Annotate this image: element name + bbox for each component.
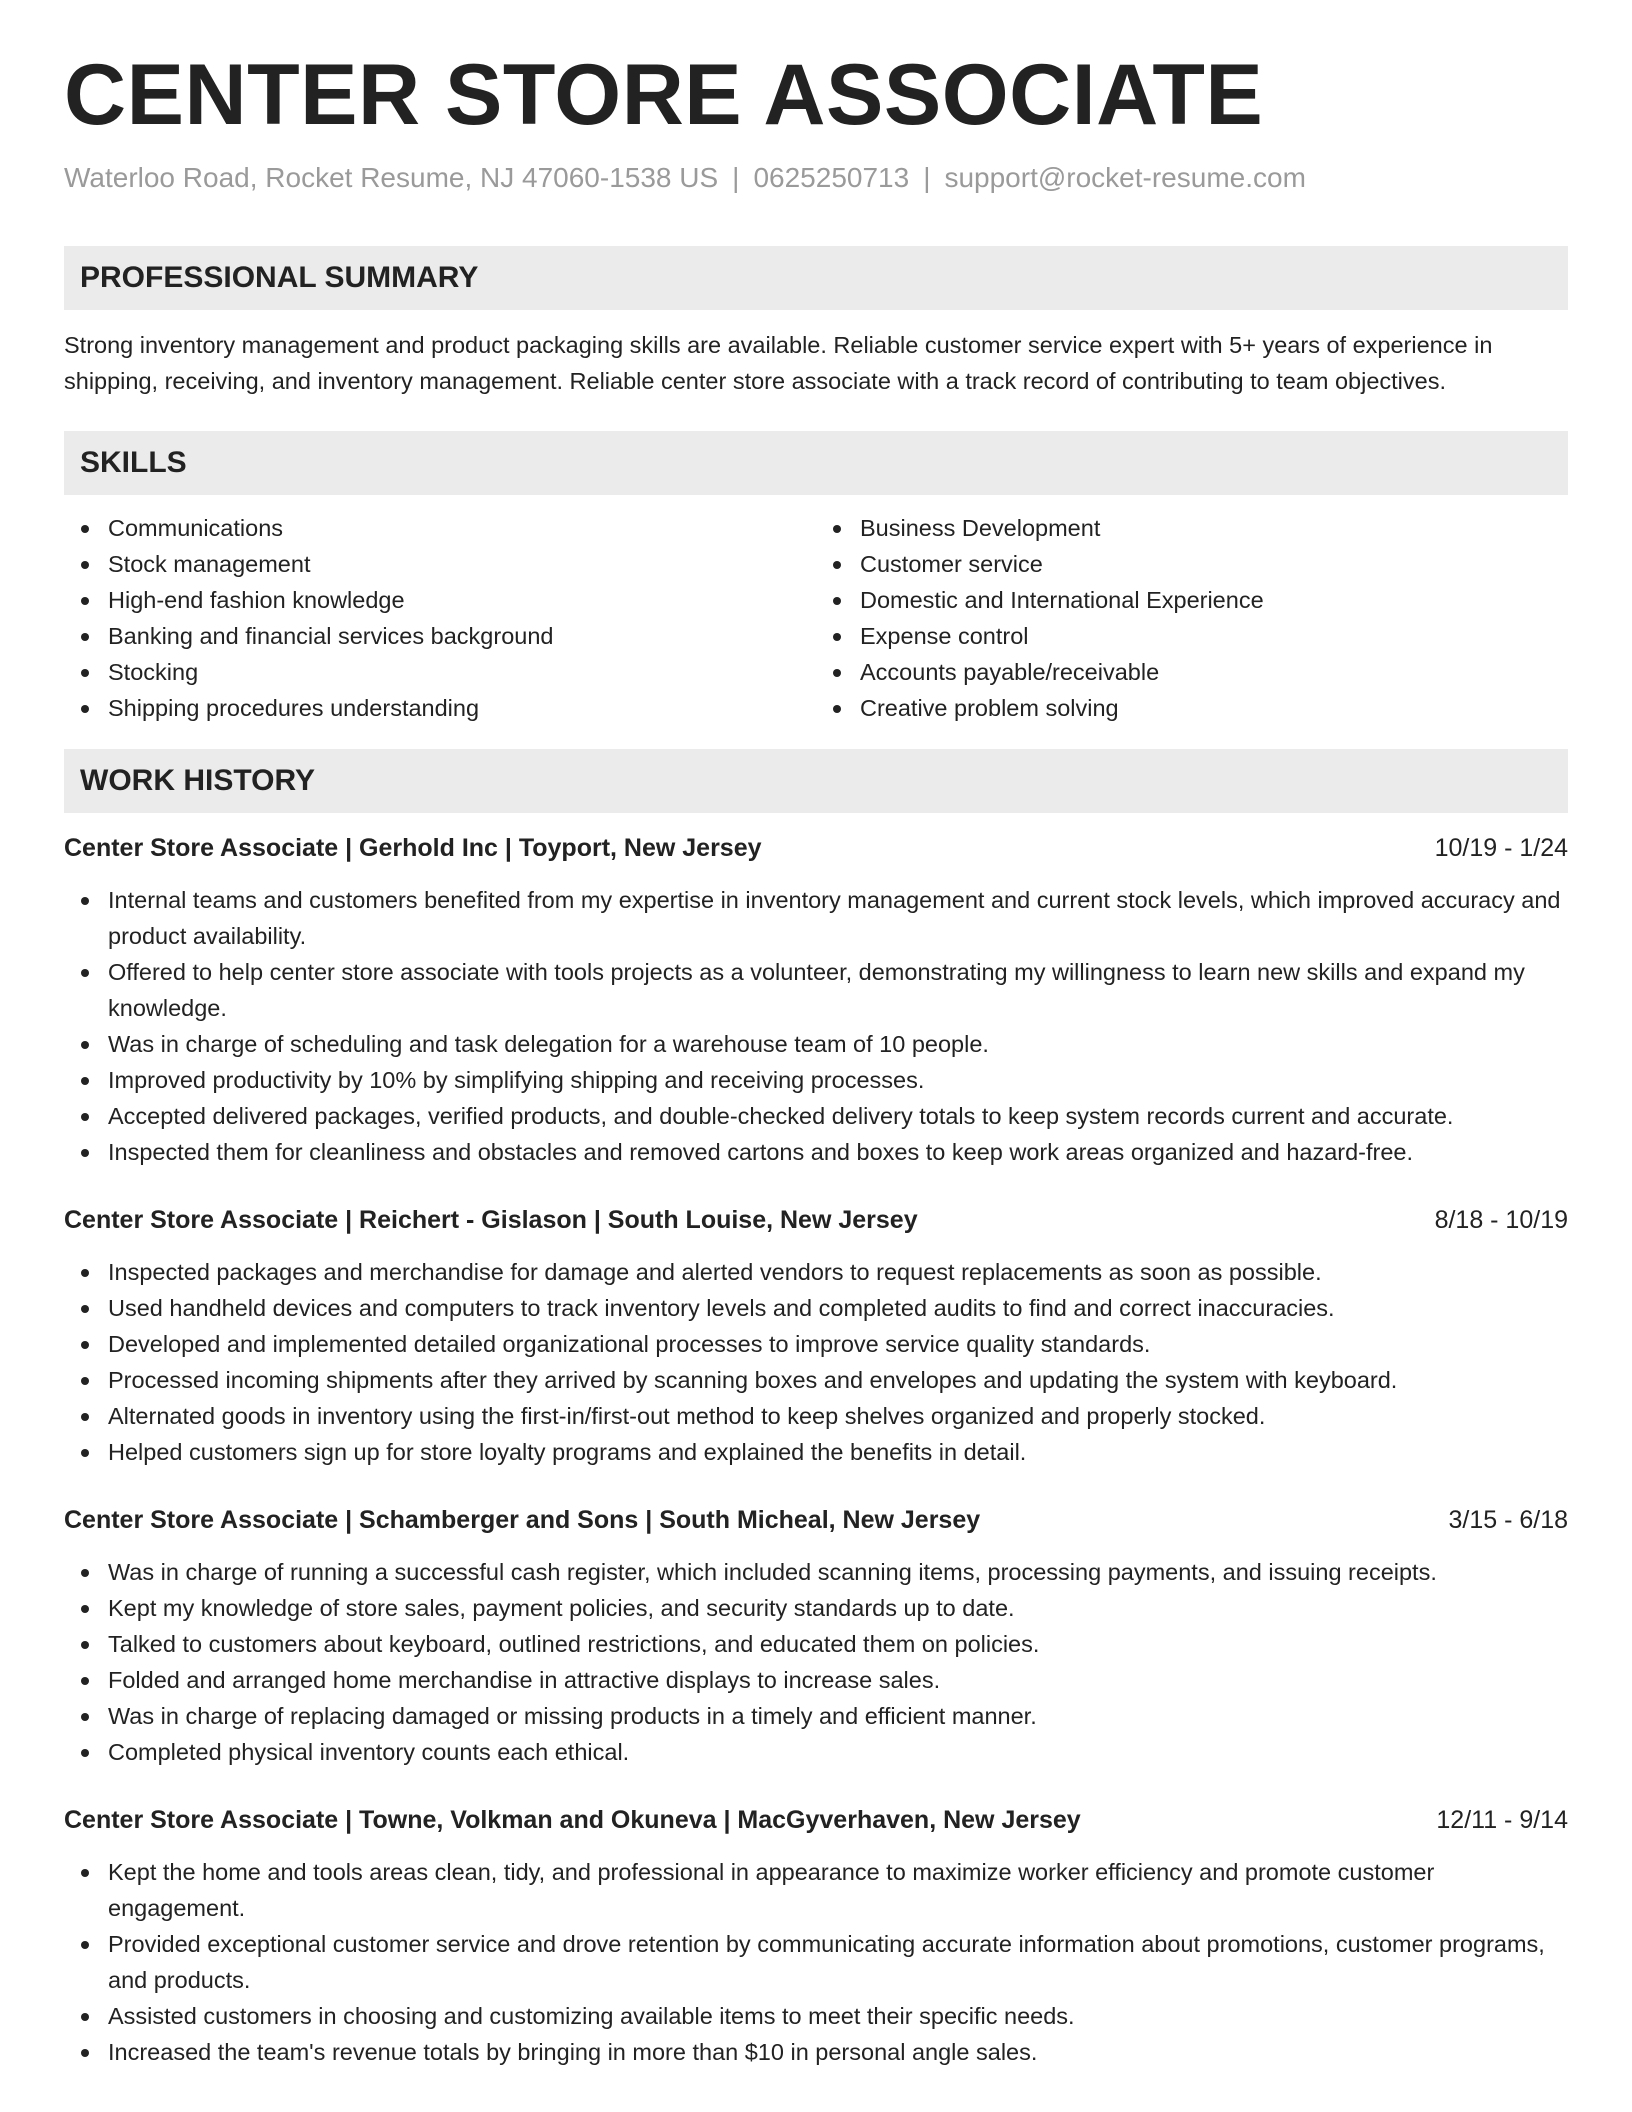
skill-item: Shipping procedures understanding xyxy=(64,690,816,726)
job-bullet: Developed and implemented detailed organizational processes to improve service quality standards. xyxy=(64,1326,1568,1362)
job-dates: 8/18 - 10/19 xyxy=(1434,1206,1568,1234)
skill-item: Accounts payable/receivable xyxy=(816,654,1568,690)
skill-item: Stock management xyxy=(64,546,816,582)
summary-text: Strong inventory management and product packaging skills are available. Reliable customer service expert with 5+ years of experience in shipping, receiving, and inventory management. Reliable center store associate with a track record of contributing to team objectives. xyxy=(64,332,1493,394)
job-bullet: Was in charge of replacing damaged or missing products in a timely and efficient manner. xyxy=(64,1698,1568,1734)
skill-item: Domestic and International Experience xyxy=(816,582,1568,618)
job-bullet: Helped customers sign up for store loyalty programs and explained the benefits in detail. xyxy=(64,1434,1568,1470)
job-title: Center Store Associate | Towne, Volkman and Okuneva | MacGyverhaven, New Jersey xyxy=(64,1806,1081,1834)
job-bullet: Offered to help center store associate with tools projects as a volunteer, demonstrating my willingness to learn new skills and expand my knowledge. xyxy=(64,954,1568,1026)
job-title: Center Store Associate | Schamberger and Sons | South Micheal, New Jersey xyxy=(64,1506,981,1534)
skill-item: High-end fashion knowledge xyxy=(64,582,816,618)
job-dates: 12/11 - 9/14 xyxy=(1436,1806,1568,1834)
skills-heading: SKILLS xyxy=(64,431,1568,495)
job-bullet: Used handheld devices and computers to track inventory levels and completed audits to find and correct inaccuracies. xyxy=(64,1290,1568,1326)
skill-item: Communications xyxy=(64,510,816,546)
job-bullet: Provided exceptional customer service and drove retention by communicating accurate information about promotions, customer programs, and products. xyxy=(64,1926,1568,1998)
skills-list-left xyxy=(64,510,816,726)
job-bullet: Kept my knowledge of store sales, payment policies, and security standards up to date. xyxy=(64,1590,1568,1626)
job-header xyxy=(64,1202,1568,1238)
job-bullets xyxy=(64,882,1568,1170)
job-bullet: Was in charge of scheduling and task delegation for a warehouse team of 10 people. xyxy=(64,1026,1568,1062)
contact-email: support@rocket-resume.com xyxy=(944,162,1306,193)
job-header xyxy=(64,830,1568,866)
job-bullet: Inspected packages and merchandise for damage and alerted vendors to request replacements as soon as possible. xyxy=(64,1254,1568,1290)
contact-separator: | xyxy=(732,162,740,193)
job-bullet: Inspected them for cleanliness and obstacles and removed cartons and boxes to keep work areas organized and hazard-free. xyxy=(64,1134,1568,1170)
contact-address: Waterloo Road, Rocket Resume, NJ 47060-1538 US xyxy=(64,162,719,193)
job-bullet: Increased the team's revenue totals by bringing in more than $10 in personal angle sales. xyxy=(64,2034,1568,2070)
job-header xyxy=(64,1502,1568,1538)
job-dates: 10/19 - 1/24 xyxy=(1434,834,1568,862)
job-dates: 3/15 - 6/18 xyxy=(1448,1506,1568,1534)
job-bullets xyxy=(64,1554,1568,1770)
job-bullet: Improved productivity by 10% by simplifying shipping and receiving processes. xyxy=(64,1062,1568,1098)
job-title: Center Store Associate | Gerhold Inc | Toyport, New Jersey xyxy=(64,834,762,862)
contact-phone: 0625250713 xyxy=(753,162,910,193)
contact-line xyxy=(64,162,1568,194)
job-entry xyxy=(64,830,1568,1170)
skills-list-right xyxy=(816,510,1568,726)
job-bullet: Folded and arranged home merchandise in attractive displays to increase sales. xyxy=(64,1662,1568,1698)
job-bullet: Talked to customers about keyboard, outlined restrictions, and educated them on policies. xyxy=(64,1626,1568,1662)
summary-heading: PROFESSIONAL SUMMARY xyxy=(64,246,1568,310)
skill-item: Customer service xyxy=(816,546,1568,582)
skills-columns xyxy=(64,510,1568,726)
job-bullets xyxy=(64,1254,1568,1470)
job-entry xyxy=(64,1202,1568,1470)
job-header xyxy=(64,1802,1568,1838)
skill-item: Expense control xyxy=(816,618,1568,654)
job-bullet: Kept the home and tools areas clean, tidy, and professional in appearance to maximize worker efficiency and promote customer engagement. xyxy=(64,1854,1568,1926)
job-entry xyxy=(64,1502,1568,1770)
job-bullet: Internal teams and customers benefited from my expertise in inventory management and current stock levels, which improved accuracy and product availability. xyxy=(64,882,1568,954)
job-entry xyxy=(64,1802,1568,2070)
job-bullet: Alternated goods in inventory using the first-in/first-out method to keep shelves organized and properly stocked. xyxy=(64,1398,1568,1434)
contact-separator: | xyxy=(923,162,931,193)
skill-item: Banking and financial services background xyxy=(64,618,816,654)
skill-item: Stocking xyxy=(64,654,816,690)
job-bullet: Accepted delivered packages, verified products, and double-checked delivery totals to keep system records current and accurate. xyxy=(64,1098,1568,1134)
job-bullet: Assisted customers in choosing and customizing available items to meet their specific needs. xyxy=(64,1998,1568,2034)
job-bullet: Was in charge of running a successful cash register, which included scanning items, processing payments, and issuing receipts. xyxy=(64,1554,1568,1590)
skill-item: Business Development xyxy=(816,510,1568,546)
work-history-heading: WORK HISTORY xyxy=(64,749,1568,813)
job-bullets xyxy=(64,1854,1568,2070)
skill-item: Creative problem solving xyxy=(816,690,1568,726)
job-title: Center Store Associate | Reichert - Gislason | South Louise, New Jersey xyxy=(64,1206,918,1234)
job-bullet: Completed physical inventory counts each ethical. xyxy=(64,1734,1568,1770)
job-bullet: Processed incoming shipments after they arrived by scanning boxes and envelopes and updating the system with keyboard. xyxy=(64,1362,1568,1398)
resume-name: CENTER STORE ASSOCIATE xyxy=(64,47,1264,143)
